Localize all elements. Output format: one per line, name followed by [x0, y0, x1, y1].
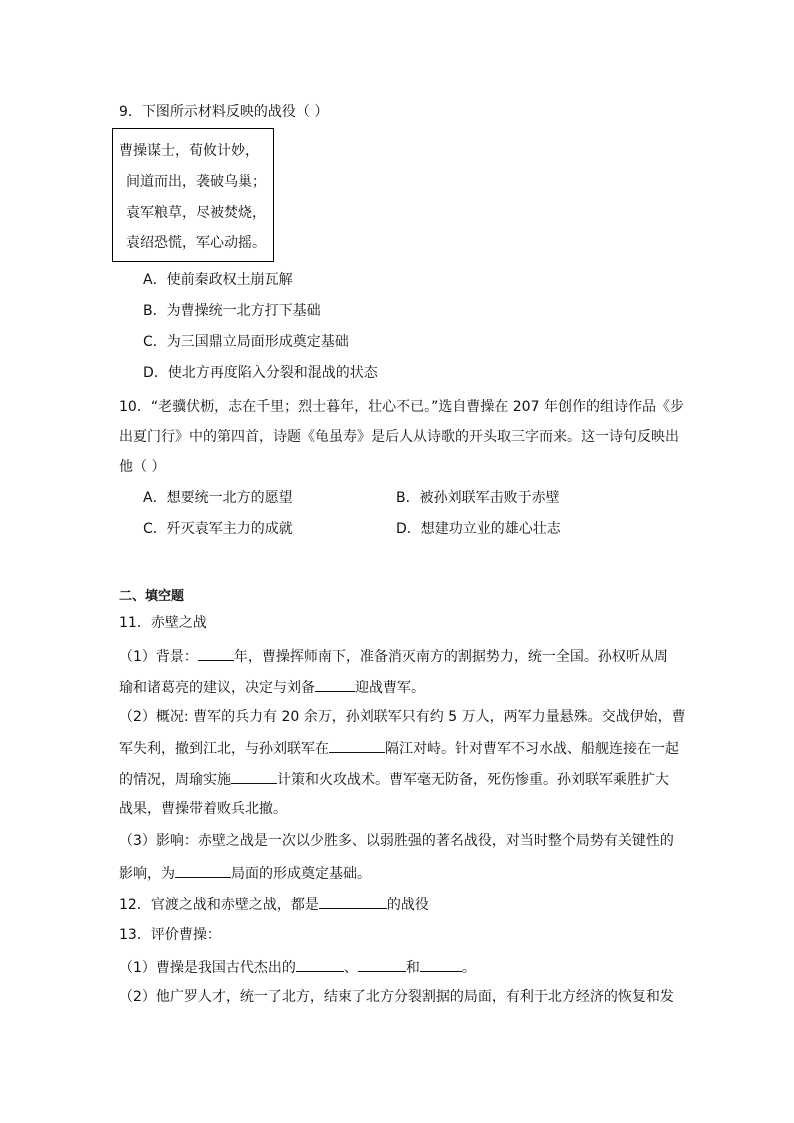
- answer-blank[interactable]: [319, 893, 387, 909]
- answer-blank[interactable]: [198, 645, 234, 661]
- section-title: 二、填空题: [119, 589, 185, 604]
- q9-material-box: [112, 128, 274, 262]
- q10-option-c: C．歼灭袁军主力的成就: [143, 521, 293, 537]
- text-segment: 年，曹操挥师南下，准备消灭南方的割据势力，统一全国。孙权听从周: [233, 649, 668, 665]
- q9-option-a: A．使前秦政权土崩瓦解: [143, 272, 293, 288]
- q11-part2-line1: （2）概况: 曹军的兵力有 20 余万，孙刘联军只有约 5 万人，两军力量悬殊。交战伊始，曹: [119, 709, 686, 725]
- q11-part3-line1: （3）影响：赤壁之战是一次以少胜多、以弱胜强的著名战役，对当时整个局势有关键性的: [119, 833, 674, 849]
- answer-blank[interactable]: [420, 956, 462, 972]
- q13-title: 13．评价曹操：: [119, 927, 221, 943]
- answer-blank[interactable]: [296, 956, 344, 972]
- text-segment: （1）曹操是我国古代杰出的: [119, 960, 296, 976]
- text-segment: 影响，为: [119, 866, 175, 882]
- q11-part1-line1: [119, 645, 668, 667]
- q13-part1-line: [119, 956, 476, 978]
- q10-stem-line: 他（ ）: [119, 459, 166, 475]
- q11-title: 11．赤壁之战: [119, 615, 207, 631]
- q9-material-line: 袁军粮草，尽被焚烧，: [126, 205, 266, 221]
- text-segment: 12．官渡之战和赤壁之战，都是: [119, 897, 319, 913]
- q9-option-d: D．使北方再度陷入分裂和混战的状态: [143, 365, 378, 381]
- text-segment: 计策和火攻战术。曹军毫无防备，死伤惨重。孙刘联军乘胜扩大: [277, 772, 669, 788]
- text-segment: （1）背景：: [119, 649, 198, 665]
- q9-material-line: 曹操谋士，荀攸计妙，: [119, 143, 259, 159]
- text-segment: 的战役: [386, 897, 429, 913]
- q10-stem-line: 10．“老骥伏枥，志在千里；烈士暮年，壮心不已。”选自曹操在 207 年创作的组诗作品《步: [119, 399, 684, 415]
- q11-part2-line2: [119, 737, 679, 759]
- q11-part2-line4: 战果，曹操带着败兵北撤。: [119, 801, 287, 817]
- text-segment: 和: [405, 960, 420, 976]
- text-segment: 瑜和诸葛亮的建议，决定与刘备: [119, 680, 315, 696]
- q10-stem-line: 出夏门行》中的第四首，诗题《龟虽寿》是后人从诗歌的开头取三字而来。这一诗句反映出: [119, 429, 679, 445]
- q9-stem: 9．下图所示材料反映的战役（ ）: [119, 104, 329, 120]
- q11-part1-line2: [119, 676, 425, 698]
- text-segment: 、: [343, 960, 358, 976]
- q10-option-d: D．想建功立业的雄心壮志: [396, 521, 561, 537]
- answer-blank[interactable]: [329, 737, 385, 753]
- text-segment: 的情况，周瑜实施: [119, 772, 231, 788]
- q12-line: [119, 893, 429, 915]
- text-segment: 迎战曹军。: [355, 680, 425, 696]
- q10-option-a: A．想要统一北方的愿望: [143, 490, 293, 506]
- answer-blank[interactable]: [231, 768, 277, 784]
- text-segment: 局面的形成奠定基础。: [231, 866, 371, 882]
- text-segment: 军失利，撤到江北，与孙刘联军在: [119, 741, 329, 757]
- q9-material-line: 间道而出，袭破乌巢；: [126, 174, 266, 190]
- answer-blank[interactable]: [315, 676, 355, 692]
- text-segment: 。: [461, 960, 476, 976]
- text-segment: 隔江对峙。针对曹军不习水战、船舰连接在一起: [385, 741, 679, 757]
- q9-option-b: B．为曹操统一北方打下基础: [143, 303, 321, 319]
- q13-part2-line: （2）他广罗人才，统一了北方，结束了北方分裂割据的局面，有利于北方经济的恢复和发: [119, 989, 674, 1005]
- q11-part2-line3: [119, 768, 669, 790]
- answer-blank[interactable]: [175, 862, 231, 878]
- q9-option-c: C．为三国鼎立局面形成奠定基础: [143, 334, 349, 350]
- q9-material-line: 袁绍恐慌，军心动摇。: [126, 235, 266, 251]
- answer-blank[interactable]: [358, 956, 406, 972]
- q10-option-b: B．被孙刘联军击败于赤壁: [396, 490, 560, 506]
- q11-part3-line2: [119, 862, 371, 884]
